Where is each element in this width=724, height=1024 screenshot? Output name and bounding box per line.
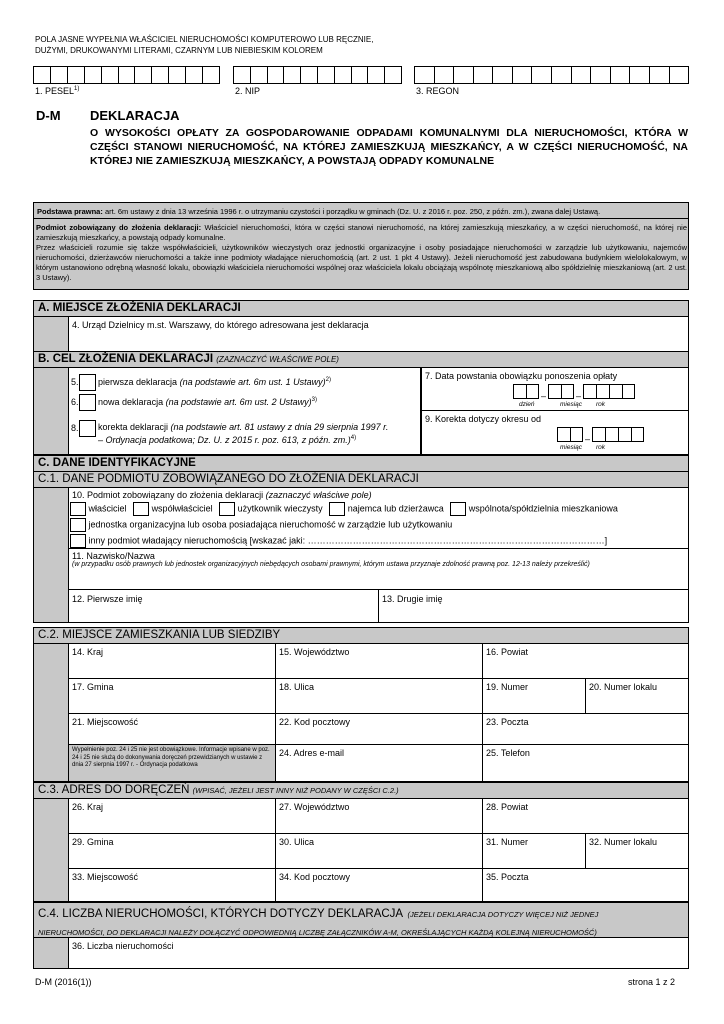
section-b-header: B. CEL ZŁOŻENIA DEKLARACJI (ZAZNACZYĆ WŁAŚCIWE POLE) [33,351,689,368]
field-33[interactable]: 33. Miejscowość [68,868,276,902]
option-correction[interactable]: 8. [71,420,96,437]
field-30[interactable]: 30. Ulica [275,833,483,869]
field-12[interactable]: 12. Pierwsze imię [68,589,379,623]
option-new-declaration[interactable]: 6. nowa deklaracja (na podstawie art. 6m ust. 2 Ustawy)$^{3)}$ [71,394,317,411]
form-subtitle: O WYSOKOŚCI OPŁATY ZA GOSPODAROWANIE ODPADAMI KOMUNALNYMI DLA NIERUCHOMOŚCI, KTÓRA W CZĘŚCI STANOWI NIERUCHOMOŚĆ, NA KTÓREJ ZAMIESZKUJĄ MIESZKAŃCY, A W CZĘŚCI NIERUCHOMOŚĆ, NA KTÓREJ NIE ZAMIESZKUJĄ MIESZKAŃCY, A POWSTAJĄ ODPADY KOMUNALNE [90,127,688,167]
field-4[interactable]: 4. Urząd Dzielnicy m.st. Warszawy, do którego adresowana jest deklaracja [68,316,689,352]
checkbox-6[interactable] [79,394,96,411]
section-c2-header: C.2. MIEJSCE ZAMIESZKANIA LUB SIEDZIBY [33,627,689,644]
field-28[interactable]: 28. Powiat [482,798,689,834]
field-17[interactable]: 17. Gmina [68,678,276,714]
section-a-header: A. MIEJSCE ZŁOŻENIA DEKLARACJI [33,300,689,317]
field-23[interactable]: 23. Poczta [482,713,689,745]
date-7-year-label: rok [596,401,606,408]
pesel-label: 1. PESEL$^{1)}$ [35,86,80,96]
field-35[interactable]: 35. Poczta [482,868,689,902]
footer-page: strona 1 z 2 [628,977,676,987]
date-7-month-label: miesiąc [560,401,583,408]
legal-obliged: Podmiot zobowiązany do złożenia deklaracji: Właściciel nieruchomości, która w części stanowi nieruchomość, na której zamieszkują mieszkańcy, a w części nieruchomość, na której nie zamieszkują mieszkańcy, a powstają odpady komunalne. Przez właścicieli rozumie się także współwłaścicieli, użytkowników wieczystych oraz jednostki organizacyjne i osoby posiadające nieruchomości w zarządzie lub użytkowaniu, najemców nieruchomości, dzierżawców nieruchomości a także inne podmioty władające nieruchomością (art. 2 ust. 1 pkt 4 Ustawy). Jeżeli nieruchomość jest zabudowana budynkiem wielolokalowym, w którym ustanowiono odrębną własność lokalu, obowiązki właściciela nieruchomości wspólnej oraz właściciela lokalu obciążają wspólnotę mieszkaniową albo spółdzielnię mieszkaniową (art. 2 ust. 3 Ustawy). [36,223,687,282]
field-29[interactable]: 29. Gmina [68,833,276,869]
field-32[interactable]: 32. Numer lokalu [585,833,689,869]
field-27[interactable]: 27. Województwo [275,798,483,834]
field-21[interactable]: 21. Miejscowość [68,713,276,745]
field-7[interactable]: 7. Data powstania obowiązku ponoszenia opłaty [421,367,689,411]
field-25[interactable]: 25. Telefon [482,744,689,782]
optional-note: Wypełnienie poz. 24 i 25 nie jest obowiązkowe. Informacje wpisane w poz. 24 i 25 nie służą do dokonywania doręczeń przewidzianych w ustawie z dnia 27 sierpnia 1997 r. - Ordynacja podatkowa [68,744,276,782]
field-22[interactable]: 22. Kod pocztowy [275,713,483,745]
checkbox-coowner[interactable] [133,502,149,516]
checkbox-org[interactable] [70,518,86,532]
field-10-row3: inny podmiot władający nieruchomością [wskazać jaki: ………………………………………………………………………………………] [70,534,607,548]
field-10: 10. Podmiot zobowiązany do złożenia deklaracji (zaznaczyć właściwe pole) [68,487,689,549]
form-code: D-M [36,108,61,123]
pesel-input[interactable] [33,66,220,84]
date-9-month-label: miesiąc [560,444,583,451]
field-19[interactable]: 19. Numer [482,678,586,714]
checkbox-5[interactable] [79,374,96,391]
field-9[interactable]: 9. Korekta dotyczy okresu od [421,410,689,455]
checkbox-other[interactable] [70,534,86,548]
field-20[interactable]: 20. Numer lokalu [585,678,689,714]
footer-code: D-M (2016(1)) [35,977,92,987]
field-10-row1: właściciel współwłaściciel użytkownik wieczysty najemca lub dzierżawca wspólnota/spółdzielnia mieszkaniowa [70,502,618,516]
field-10-row2: jednostka organizacyjna lub osoba posiadająca nieruchomość w zarządzie lub użytkowaniu [70,518,452,532]
regon-label: 3. REGON [416,86,460,96]
instructions: POLA JASNE WYPEŁNIA WŁAŚCICIEL NIERUCHOMOŚCI KOMPUTEROWO LUB RĘCZNIE, DUŻYMI, DRUKOWANYMI LITERAMI, CZARNYM LUB NIEBIESKIM KOLOREM [35,35,374,55]
field-31[interactable]: 31. Numer [482,833,586,869]
section-c-header: C. DANE IDENTYFIKACYJNE [33,455,689,472]
checkbox-8[interactable] [79,420,96,437]
nip-label: 2. NIP [235,86,261,96]
section-c1-header: C.1. DANE PODMIOTU ZOBOWIĄZANEGO DO ZŁOŻENIA DEKLARACJI [33,471,689,488]
field-11[interactable]: 11. Nazwisko/Nazwa (w przypadku osób prawnych lub jednostek organizacyjnych niebędących osobami prawnymi, którym ustawa przyznaje zdolność prawną poz. 12-13 należy przekreślić) [68,548,689,590]
option-first-declaration[interactable]: 5. pierwsza deklaracja (na podstawie art. 6m ust. 1 Ustawy)$^{2)}$ [71,374,331,391]
nip-input[interactable] [233,66,402,84]
field-24[interactable]: 24. Adres e-mail [275,744,483,782]
form-title: DEKLARACJA [90,108,180,123]
option-correction-label: korekta deklaracji (na podstawie art. 81 ustawy z dnia 29 sierpnia 1997 r. – Ordynacja podatkowa; Dz. U. z 2015 r. poz. 613, z późn. zm.)$^{4)}$ [98,422,389,445]
field-34[interactable]: 34. Kod pocztowy [275,868,483,902]
date-9-boxes[interactable]: – [557,427,644,447]
legal-basis: Podstawa prawna: art. 6m ustawy z dnia 13 września 1996 r. o utrzymaniu czystości i porządku w gminach (Dz. U. z 2016 r. poz. 250, z późn. zm.), zwana dalej Ustawą. [34,203,688,219]
checkbox-tenant[interactable] [329,502,345,516]
field-18[interactable]: 18. Ulica [275,678,483,714]
field-26[interactable]: 26. Kraj [68,798,276,834]
section-c3-header: C.3. ADRES DO DORĘCZEŃ (WPISAĆ, JEŻELI JEST INNY NIŻ PODANY W CZĘŚCI C.2.) [33,782,689,799]
regon-input[interactable] [414,66,689,84]
checkbox-perpetual[interactable] [219,502,235,516]
date-9-year-label: rok [596,444,606,451]
field-15[interactable]: 15. Województwo [275,643,483,679]
field-13[interactable]: 13. Drugie imię [378,589,689,623]
field-16[interactable]: 16. Powiat [482,643,689,679]
checkbox-owner[interactable] [70,502,86,516]
date-7-day-label: dzień [519,401,535,408]
date-7-boxes[interactable]: – – [513,384,635,404]
checkbox-community[interactable] [450,502,466,516]
field-14[interactable]: 14. Kraj [68,643,276,679]
section-c4-header: C.4. LICZBA NIERUCHOMOŚCI, KTÓRYCH DOTYCZY DEKLARACJA (JEŻELI DEKLARACJA DOTYCZY WIĘCEJ NIŻ JEDNEJ NIERUCHOMOŚCI, DO DEKLARACJI NALEŻY DOŁĄCZYĆ ODPOWIEDNIĄ LICZBĘ ZAŁĄCZNIKÓW A-M, OKREŚLAJĄCYCH KAŻDĄ KOLEJNĄ NIERUCHOMOŚĆ) [33,902,689,938]
field-36[interactable]: 36. Liczba nieruchomości [68,937,689,969]
